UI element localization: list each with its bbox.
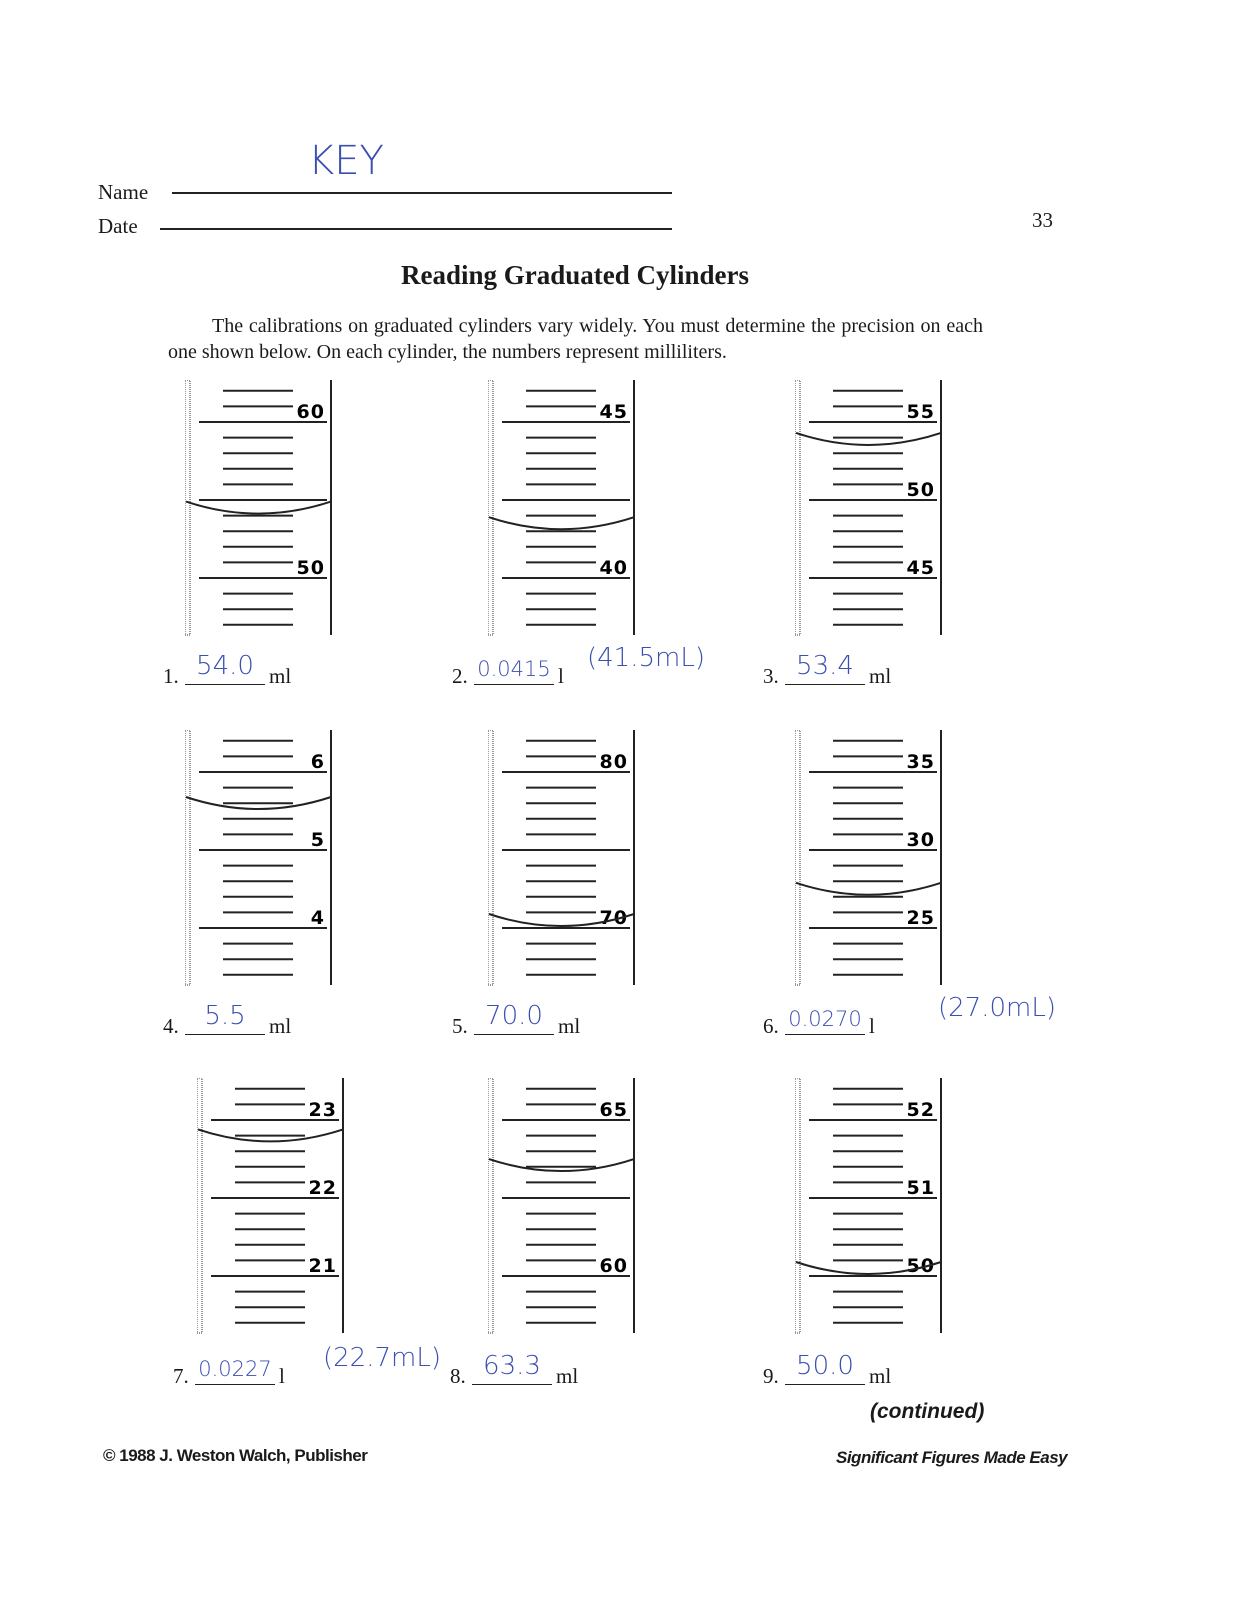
- cylinder-left-wall: [795, 1078, 800, 1333]
- instructions: The calibrations on graduated cylinders vary widely. You must determine the precision on each one shown below. On each cylinder, the numbers represent milliliters.: [168, 315, 983, 363]
- cylinder-left-wall: [185, 730, 190, 985]
- answer-8: [450, 1351, 750, 1389]
- graduated-cylinder-4: [185, 730, 345, 990]
- date-label: Date: [98, 214, 138, 238]
- name-value[interactable]: KEY: [308, 138, 384, 184]
- cylinder-left-wall: [795, 380, 800, 635]
- graduation-label: 50: [906, 479, 935, 501]
- graduation-label: 55: [906, 401, 935, 423]
- graduation-label: 21: [308, 1255, 337, 1277]
- answer-blank[interactable]: [785, 684, 865, 686]
- answer-note: (27.0mL): [938, 993, 1056, 1023]
- answer-note: (22.7mL): [323, 1343, 441, 1373]
- graduation-label: 40: [599, 557, 628, 579]
- answer-value[interactable]: 63.3: [483, 1351, 541, 1381]
- problem-number: 9.: [763, 1364, 779, 1388]
- cylinder-left-wall: [795, 730, 800, 985]
- name-line: [172, 192, 672, 194]
- unit-label: ml: [869, 1364, 892, 1388]
- meniscus: [796, 883, 941, 895]
- graduated-cylinder-1: [185, 380, 345, 640]
- answer-value[interactable]: 0.0270: [788, 1007, 862, 1031]
- unit-label: ml: [269, 664, 292, 688]
- graduation-label: 80: [599, 751, 628, 773]
- cylinder-left-wall: [488, 730, 493, 985]
- problem-number: 4.: [163, 1014, 179, 1038]
- answer-value[interactable]: 50.0: [796, 1351, 854, 1381]
- meniscus: [489, 517, 634, 529]
- graduation-label: 50: [906, 1255, 935, 1277]
- answer-value[interactable]: 53.4: [796, 651, 854, 681]
- graduation-label: 25: [906, 907, 935, 929]
- problem-number: 5.: [452, 1014, 468, 1038]
- answer-blank[interactable]: [785, 1034, 865, 1036]
- answer-blank[interactable]: [185, 684, 265, 686]
- problem-number: 8.: [450, 1364, 466, 1388]
- graduation-label: 35: [906, 751, 935, 773]
- meniscus: [186, 502, 331, 514]
- copyright: © 1988 J. Weston Walch, Publisher: [103, 1446, 368, 1465]
- graduated-cylinder-2: [488, 380, 648, 640]
- answer-5: [452, 1001, 752, 1039]
- graduated-cylinder-8: [488, 1078, 648, 1338]
- unit-label: ml: [869, 664, 892, 688]
- graduated-cylinder-5: [488, 730, 648, 990]
- graduation-label: 50: [296, 557, 325, 579]
- answer-value[interactable]: 0.0227: [198, 1357, 272, 1381]
- cylinder-left-wall: [185, 380, 190, 635]
- graduation-label: 22: [308, 1177, 337, 1199]
- graduation-label: 60: [599, 1255, 628, 1277]
- answer-note: (41.5mL): [587, 643, 705, 673]
- name-label: Name: [98, 180, 149, 204]
- graduation-label: 70: [599, 907, 628, 929]
- continued-label: (continued): [870, 1400, 985, 1423]
- graduated-cylinder-9: [795, 1078, 955, 1338]
- answer-1: [163, 651, 463, 689]
- unit-label: l: [558, 664, 564, 688]
- unit-label: ml: [558, 1014, 581, 1038]
- graduation-label: 45: [906, 557, 935, 579]
- graduated-cylinder-7: [197, 1078, 357, 1338]
- graduation-label: 45: [599, 401, 628, 423]
- answer-blank[interactable]: [195, 1384, 275, 1386]
- meniscus: [796, 433, 941, 445]
- answer-blank[interactable]: [785, 1384, 865, 1386]
- answer-value[interactable]: 5.5: [204, 1001, 246, 1031]
- unit-label: ml: [556, 1364, 579, 1388]
- answer-4: [163, 1001, 463, 1039]
- graduated-cylinder-6: [795, 730, 955, 990]
- graduation-label: 52: [906, 1099, 935, 1121]
- unit-label: l: [279, 1364, 285, 1388]
- book-title: Significant Figures Made Easy: [836, 1448, 1068, 1467]
- answer-value[interactable]: 0.0415: [477, 657, 551, 681]
- answer-blank[interactable]: [185, 1034, 265, 1036]
- cylinder-left-wall: [488, 380, 493, 635]
- graduation-label: 4: [310, 907, 325, 929]
- unit-label: l: [869, 1014, 875, 1038]
- meniscus: [489, 1159, 634, 1171]
- page-title: Reading Graduated Cylinders: [400, 260, 750, 290]
- cylinder-left-wall: [488, 1078, 493, 1333]
- graduation-label: 30: [906, 829, 935, 851]
- graduation-label: 5: [310, 829, 325, 851]
- answer-blank[interactable]: [474, 684, 554, 686]
- problem-number: 3.: [763, 664, 779, 688]
- answer-value[interactable]: 54.0: [196, 651, 254, 681]
- date-line[interactable]: [160, 228, 672, 230]
- problem-number: 1.: [163, 664, 179, 688]
- graduation-label: 65: [599, 1099, 628, 1121]
- graduation-label: 60: [296, 401, 325, 423]
- problem-number: 6.: [763, 1014, 779, 1038]
- problem-number: 2.: [452, 664, 468, 688]
- graduated-cylinder-3: [795, 380, 955, 640]
- unit-label: ml: [269, 1014, 292, 1038]
- answer-9: [763, 1351, 1063, 1389]
- answer-value[interactable]: 70.0: [485, 1001, 543, 1031]
- graduation-label: 23: [308, 1099, 337, 1121]
- answer-blank[interactable]: [472, 1384, 552, 1386]
- answer-3: [763, 651, 1063, 689]
- graduation-label: 51: [906, 1177, 935, 1199]
- problem-number: 7.: [173, 1364, 189, 1388]
- cylinder-left-wall: [197, 1078, 202, 1333]
- graduation-label: 6: [310, 751, 325, 773]
- page-number: 33: [1032, 208, 1053, 232]
- answer-blank[interactable]: [474, 1034, 554, 1036]
